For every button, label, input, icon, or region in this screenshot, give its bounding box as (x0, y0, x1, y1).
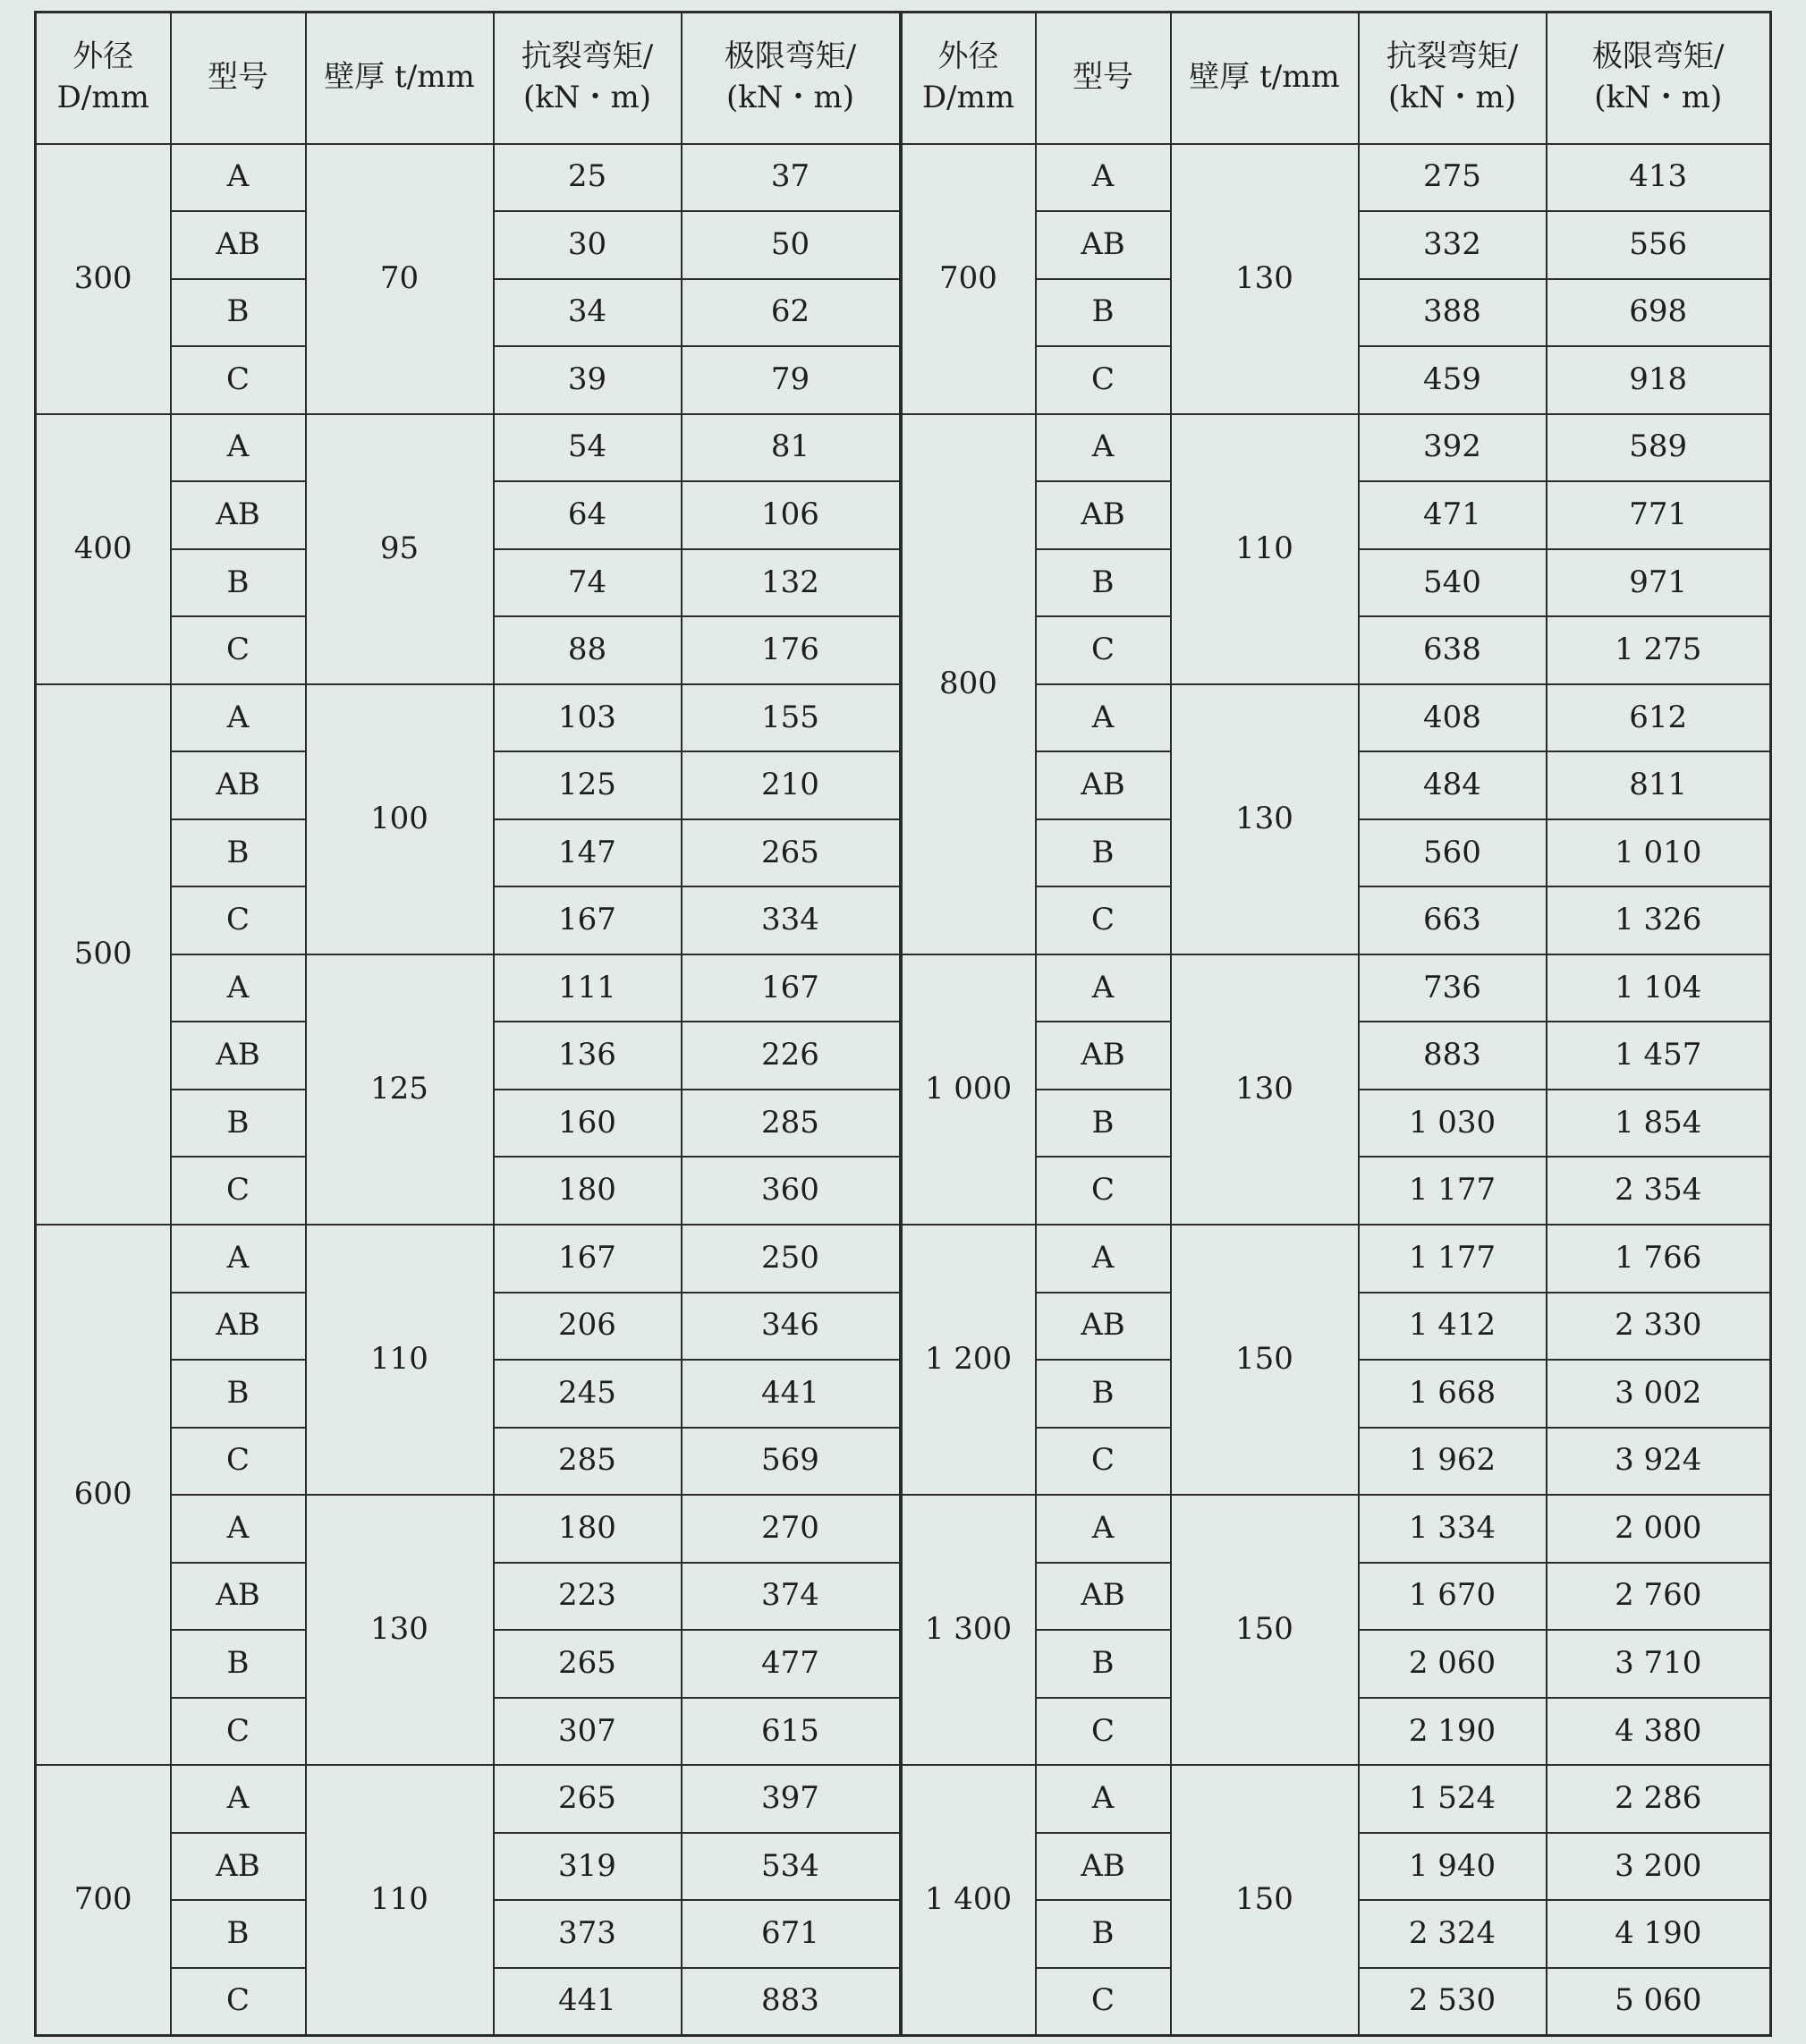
left-type-cell: A (171, 414, 306, 482)
left-thickness-cell: 95 (306, 414, 494, 684)
right-diameter-cell: 1 400 (901, 1765, 1036, 2035)
right-type-cell: B (1036, 1900, 1171, 1968)
left-crack-moment-cell: 167 (494, 886, 682, 954)
left-type-cell: C (171, 1428, 306, 1496)
right-crack-moment-cell: 638 (1359, 616, 1547, 684)
left-crack-moment-cell: 25 (494, 144, 682, 212)
left-ultimate-moment-cell: 62 (682, 279, 901, 347)
right-type-cell: C (1036, 616, 1171, 684)
right-type-cell: C (1036, 1157, 1171, 1225)
right-crack-moment-cell: 1 962 (1359, 1428, 1547, 1496)
right-crack-moment-cell: 540 (1359, 549, 1547, 617)
right-crack-moment-cell: 1 670 (1359, 1563, 1547, 1631)
left-type-cell: B (171, 1090, 306, 1158)
right-type-cell: A (1036, 414, 1171, 482)
right-ultimate-moment-cell: 4 380 (1547, 1698, 1771, 1766)
table-row (36, 1765, 1771, 1833)
right-diameter-cell: 700 (901, 144, 1036, 414)
right-type-cell: C (1036, 1968, 1171, 2036)
right-crack-moment-cell: 1 940 (1359, 1833, 1547, 1901)
right-type-cell: A (1036, 1225, 1171, 1293)
left-type-cell: B (171, 819, 306, 887)
right-ultimate-moment-cell: 3 710 (1547, 1630, 1771, 1698)
left-ultimate-moment-cell: 155 (682, 684, 901, 752)
left-ultimate-moment-cell: 106 (682, 481, 901, 549)
right-ultimate-moment-cell: 4 190 (1547, 1900, 1771, 1968)
right-diameter-cell: 1 200 (901, 1225, 1036, 1495)
pipe-strength-table-container (34, 11, 1769, 2037)
right-type-cell: B (1036, 1090, 1171, 1158)
left-crack-moment-cell: 136 (494, 1022, 682, 1090)
left-crack-moment-cell: 441 (494, 1968, 682, 2036)
left-ultimate-moment-cell: 534 (682, 1833, 901, 1901)
left-crack-moment-cell: 147 (494, 819, 682, 887)
left-ultimate-moment-cell: 346 (682, 1293, 901, 1361)
right-crack-moment-cell: 1 334 (1359, 1495, 1547, 1563)
right-ultimate-moment-cell: 2 286 (1547, 1765, 1771, 1833)
left-crack-moment-cell: 180 (494, 1495, 682, 1563)
left-type-cell: A (171, 1495, 306, 1563)
header-type-right: 型号 (1036, 13, 1171, 144)
left-type-cell: C (171, 1968, 306, 2036)
left-type-cell: B (171, 279, 306, 347)
right-type-cell: B (1036, 549, 1171, 617)
right-ultimate-moment-cell: 1 104 (1547, 954, 1771, 1022)
left-ultimate-moment-cell: 37 (682, 144, 901, 212)
right-type-cell: AB (1036, 751, 1171, 819)
left-type-cell: AB (171, 1833, 306, 1901)
left-ultimate-moment-cell: 615 (682, 1698, 901, 1766)
right-ultimate-moment-cell: 589 (1547, 414, 1771, 482)
left-type-cell: AB (171, 211, 306, 279)
left-type-cell: AB (171, 481, 306, 549)
right-crack-moment-cell: 2 190 (1359, 1698, 1547, 1766)
left-ultimate-moment-cell: 81 (682, 414, 901, 482)
left-crack-moment-cell: 64 (494, 481, 682, 549)
left-crack-moment-cell: 111 (494, 954, 682, 1022)
left-ultimate-moment-cell: 250 (682, 1225, 901, 1293)
right-diameter-cell: 800 (901, 414, 1036, 954)
pipe-strength-table (34, 11, 1772, 2037)
left-thickness-cell: 110 (306, 1765, 494, 2035)
left-type-cell: B (171, 549, 306, 617)
right-thickness-cell: 150 (1171, 1225, 1359, 1495)
table-row (36, 144, 1771, 212)
header-thickness-left: 壁厚 t/mm (306, 13, 494, 144)
left-crack-moment-cell: 74 (494, 549, 682, 617)
left-ultimate-moment-cell: 265 (682, 819, 901, 887)
right-crack-moment-cell: 2 530 (1359, 1968, 1547, 2036)
right-type-cell: A (1036, 1495, 1171, 1563)
header-diameter-left: 外径 D/mm (36, 13, 171, 144)
right-ultimate-moment-cell: 612 (1547, 684, 1771, 752)
right-ultimate-moment-cell: 1 326 (1547, 886, 1771, 954)
left-crack-moment-cell: 206 (494, 1293, 682, 1361)
header-diameter-right: 外径 D/mm (901, 13, 1036, 144)
left-crack-moment-cell: 245 (494, 1360, 682, 1428)
right-type-cell: AB (1036, 211, 1171, 279)
right-ultimate-moment-cell: 1 010 (1547, 819, 1771, 887)
right-ultimate-moment-cell: 1 854 (1547, 1090, 1771, 1158)
right-crack-moment-cell: 560 (1359, 819, 1547, 887)
right-thickness-cell: 130 (1171, 684, 1359, 954)
right-ultimate-moment-cell: 1 457 (1547, 1022, 1771, 1090)
left-ultimate-moment-cell: 210 (682, 751, 901, 819)
left-crack-moment-cell: 54 (494, 414, 682, 482)
left-ultimate-moment-cell: 176 (682, 616, 901, 684)
left-type-cell: C (171, 346, 306, 414)
left-crack-moment-cell: 30 (494, 211, 682, 279)
left-ultimate-moment-cell: 360 (682, 1157, 901, 1225)
table-header-row (36, 13, 1771, 144)
header-ultimate-moment-right: 极限弯矩/ (kN・m) (1547, 13, 1771, 144)
right-thickness-cell: 130 (1171, 954, 1359, 1225)
left-crack-moment-cell: 223 (494, 1563, 682, 1631)
left-crack-moment-cell: 180 (494, 1157, 682, 1225)
left-ultimate-moment-cell: 477 (682, 1630, 901, 1698)
header-type-left: 型号 (171, 13, 306, 144)
header-thickness-right: 壁厚 t/mm (1171, 13, 1359, 144)
left-crack-moment-cell: 34 (494, 279, 682, 347)
right-crack-moment-cell: 1 030 (1359, 1090, 1547, 1158)
left-type-cell: B (171, 1900, 306, 1968)
right-type-cell: B (1036, 1630, 1171, 1698)
right-type-cell: A (1036, 684, 1171, 752)
right-ultimate-moment-cell: 413 (1547, 144, 1771, 212)
right-type-cell: B (1036, 1360, 1171, 1428)
right-crack-moment-cell: 1 412 (1359, 1293, 1547, 1361)
left-crack-moment-cell: 265 (494, 1765, 682, 1833)
right-ultimate-moment-cell: 698 (1547, 279, 1771, 347)
right-ultimate-moment-cell: 2 000 (1547, 1495, 1771, 1563)
right-ultimate-moment-cell: 771 (1547, 481, 1771, 549)
right-crack-moment-cell: 1 177 (1359, 1157, 1547, 1225)
left-ultimate-moment-cell: 334 (682, 886, 901, 954)
right-type-cell: AB (1036, 481, 1171, 549)
right-crack-moment-cell: 1 524 (1359, 1765, 1547, 1833)
right-crack-moment-cell: 484 (1359, 751, 1547, 819)
right-crack-moment-cell: 408 (1359, 684, 1547, 752)
right-ultimate-moment-cell: 3 200 (1547, 1833, 1771, 1901)
table-body (36, 144, 1771, 2036)
left-ultimate-moment-cell: 397 (682, 1765, 901, 1833)
left-type-cell: B (171, 1360, 306, 1428)
left-diameter-cell: 400 (36, 414, 171, 684)
left-type-cell: A (171, 954, 306, 1022)
right-crack-moment-cell: 663 (1359, 886, 1547, 954)
left-type-cell: AB (171, 1293, 306, 1361)
right-type-cell: B (1036, 819, 1171, 887)
left-crack-moment-cell: 265 (494, 1630, 682, 1698)
header-ultimate-moment-left: 极限弯矩/ (kN・m) (682, 13, 901, 144)
right-crack-moment-cell: 459 (1359, 346, 1547, 414)
right-thickness-cell: 110 (1171, 414, 1359, 684)
left-crack-moment-cell: 39 (494, 346, 682, 414)
right-type-cell: AB (1036, 1293, 1171, 1361)
right-crack-moment-cell: 1 668 (1359, 1360, 1547, 1428)
left-crack-moment-cell: 373 (494, 1900, 682, 1968)
right-crack-moment-cell: 2 060 (1359, 1630, 1547, 1698)
right-ultimate-moment-cell: 2 760 (1547, 1563, 1771, 1631)
left-thickness-cell: 125 (306, 954, 494, 1225)
right-type-cell: A (1036, 1765, 1171, 1833)
left-ultimate-moment-cell: 285 (682, 1090, 901, 1158)
left-ultimate-moment-cell: 226 (682, 1022, 901, 1090)
right-ultimate-moment-cell: 556 (1547, 211, 1771, 279)
left-crack-moment-cell: 307 (494, 1698, 682, 1766)
right-ultimate-moment-cell: 918 (1547, 346, 1771, 414)
right-type-cell: C (1036, 1698, 1171, 1766)
right-crack-moment-cell: 1 177 (1359, 1225, 1547, 1293)
right-type-cell: C (1036, 1428, 1171, 1496)
right-type-cell: AB (1036, 1833, 1171, 1901)
right-crack-moment-cell: 275 (1359, 144, 1547, 212)
left-diameter-cell: 500 (36, 684, 171, 1225)
left-type-cell: B (171, 1630, 306, 1698)
left-crack-moment-cell: 319 (494, 1833, 682, 1901)
left-crack-moment-cell: 285 (494, 1428, 682, 1496)
left-ultimate-moment-cell: 883 (682, 1968, 901, 2036)
right-diameter-cell: 1 000 (901, 954, 1036, 1225)
right-crack-moment-cell: 388 (1359, 279, 1547, 347)
right-thickness-cell: 130 (1171, 144, 1359, 414)
header-crack-moment-right: 抗裂弯矩/ (kN・m) (1359, 13, 1547, 144)
left-ultimate-moment-cell: 167 (682, 954, 901, 1022)
left-diameter-cell: 600 (36, 1225, 171, 1765)
right-crack-moment-cell: 332 (1359, 211, 1547, 279)
left-type-cell: C (171, 1157, 306, 1225)
left-type-cell: A (171, 684, 306, 752)
right-ultimate-moment-cell: 3 002 (1547, 1360, 1771, 1428)
left-ultimate-moment-cell: 132 (682, 549, 901, 617)
left-diameter-cell: 700 (36, 1765, 171, 2035)
left-thickness-cell: 130 (306, 1495, 494, 1765)
left-crack-moment-cell: 167 (494, 1225, 682, 1293)
left-thickness-cell: 110 (306, 1225, 494, 1495)
left-crack-moment-cell: 103 (494, 684, 682, 752)
right-type-cell: B (1036, 279, 1171, 347)
left-type-cell: C (171, 616, 306, 684)
left-ultimate-moment-cell: 50 (682, 211, 901, 279)
right-ultimate-moment-cell: 1 766 (1547, 1225, 1771, 1293)
left-type-cell: C (171, 886, 306, 954)
right-type-cell: C (1036, 346, 1171, 414)
right-crack-moment-cell: 392 (1359, 414, 1547, 482)
left-type-cell: A (171, 1225, 306, 1293)
right-ultimate-moment-cell: 2 330 (1547, 1293, 1771, 1361)
right-ultimate-moment-cell: 1 275 (1547, 616, 1771, 684)
left-type-cell: AB (171, 1022, 306, 1090)
table-row (36, 1225, 1771, 1293)
right-type-cell: AB (1036, 1022, 1171, 1090)
right-type-cell: A (1036, 954, 1171, 1022)
right-crack-moment-cell: 736 (1359, 954, 1547, 1022)
right-ultimate-moment-cell: 811 (1547, 751, 1771, 819)
table-row (36, 954, 1771, 1022)
left-type-cell: A (171, 144, 306, 212)
left-thickness-cell: 100 (306, 684, 494, 954)
right-thickness-cell: 150 (1171, 1495, 1359, 1765)
left-crack-moment-cell: 160 (494, 1090, 682, 1158)
left-diameter-cell: 300 (36, 144, 171, 414)
right-thickness-cell: 150 (1171, 1765, 1359, 2035)
right-ultimate-moment-cell: 971 (1547, 549, 1771, 617)
left-ultimate-moment-cell: 270 (682, 1495, 901, 1563)
right-ultimate-moment-cell: 5 060 (1547, 1968, 1771, 2036)
left-ultimate-moment-cell: 441 (682, 1360, 901, 1428)
right-crack-moment-cell: 883 (1359, 1022, 1547, 1090)
table-row (36, 1495, 1771, 1563)
header-crack-moment-left: 抗裂弯矩/ (kN・m) (494, 13, 682, 144)
table-row (36, 414, 1771, 482)
left-type-cell: AB (171, 1563, 306, 1631)
left-type-cell: C (171, 1698, 306, 1766)
right-ultimate-moment-cell: 3 924 (1547, 1428, 1771, 1496)
left-ultimate-moment-cell: 671 (682, 1900, 901, 1968)
right-ultimate-moment-cell: 2 354 (1547, 1157, 1771, 1225)
right-crack-moment-cell: 471 (1359, 481, 1547, 549)
right-diameter-cell: 1 300 (901, 1495, 1036, 1765)
left-ultimate-moment-cell: 569 (682, 1428, 901, 1496)
right-type-cell: AB (1036, 1563, 1171, 1631)
left-ultimate-moment-cell: 374 (682, 1563, 901, 1631)
left-crack-moment-cell: 88 (494, 616, 682, 684)
right-crack-moment-cell: 2 324 (1359, 1900, 1547, 1968)
left-type-cell: AB (171, 751, 306, 819)
left-thickness-cell: 70 (306, 144, 494, 414)
right-type-cell: C (1036, 886, 1171, 954)
left-crack-moment-cell: 125 (494, 751, 682, 819)
left-ultimate-moment-cell: 79 (682, 346, 901, 414)
left-type-cell: A (171, 1765, 306, 1833)
right-type-cell: A (1036, 144, 1171, 212)
